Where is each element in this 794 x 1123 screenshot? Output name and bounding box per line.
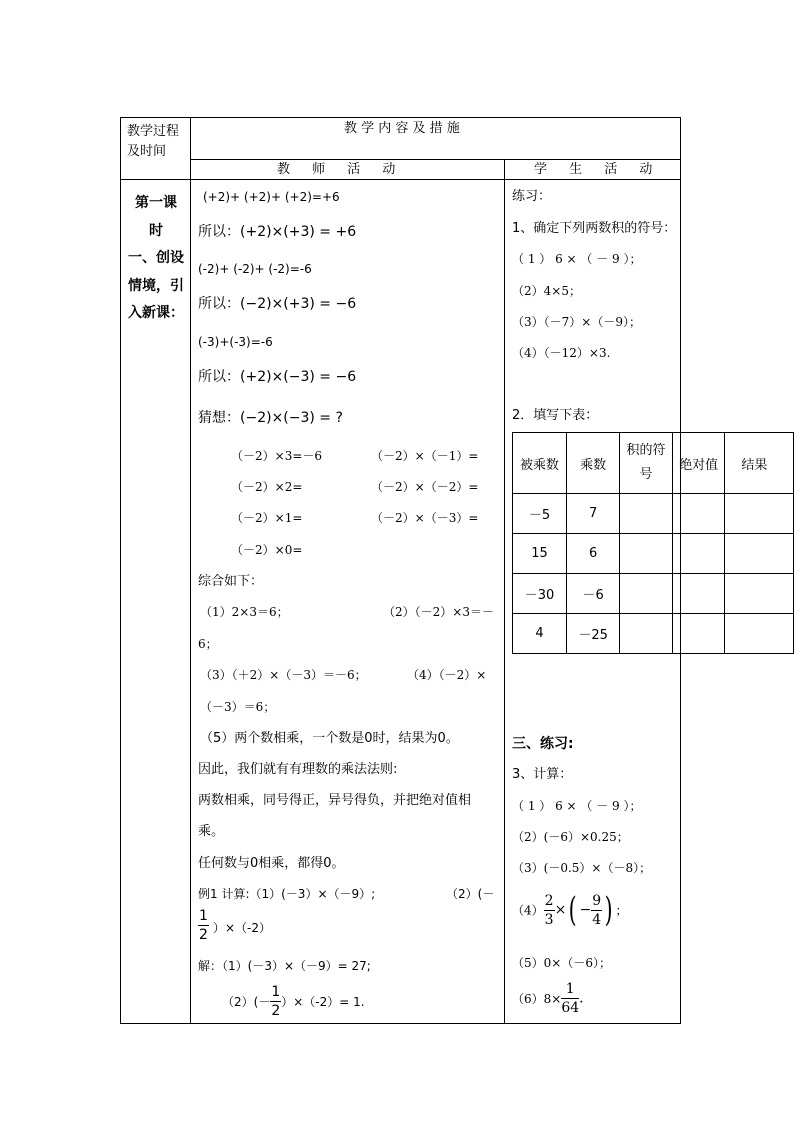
table-row (513, 494, 794, 534)
fill-table-cell: －5 (513, 494, 567, 534)
fill-table-cell-empty[interactable] (725, 534, 794, 574)
fill-table-cell: －30 (513, 574, 567, 614)
rule-2: 任何数与0相乘，都得0。 (198, 856, 345, 871)
summary-4-cont: （－3）＝6； (200, 700, 276, 714)
teacher-line-3: (-2)+ (-2)+ (-2)=-6 (198, 262, 312, 276)
rule-1: 两数相乘，同号得正，异号得负，并把绝对值相 (198, 793, 472, 808)
fill-table-cell-empty[interactable] (725, 494, 794, 534)
example-frac-den: 2 (199, 927, 208, 943)
example-1-part3: ）×（-2） (213, 921, 272, 935)
question-3e: （5）0×（－6）； (512, 956, 611, 970)
question-3b: （2）(－6）×0.25； (512, 830, 629, 844)
section-3-title: 三、练习: (512, 736, 574, 752)
header-process-line2: 及时间 (127, 144, 167, 159)
q3d-minus: − (579, 902, 592, 918)
summary-2: （2）（－2）×3＝－ (383, 605, 494, 619)
lesson-line-4: 情境，引 (128, 277, 184, 294)
fill-table-cell: －6 (567, 574, 620, 614)
fill-table-clip (512, 432, 794, 656)
lesson-line-3: 一、创设 (128, 250, 184, 266)
table-border-bottom (120, 1023, 681, 1024)
fill-table-header-sign (620, 433, 673, 494)
teacher-line-2: 所以：(+2)×(+3) = +6 (198, 224, 357, 240)
fill-table-cell-empty[interactable] (672, 534, 725, 574)
header-teacher: 教 师 活 动 (277, 162, 396, 177)
header-process-line1: 教学过程 (127, 124, 180, 139)
solution-2 (222, 985, 365, 1018)
question-3a: （ 1 ） 6 × （ － 9 ）； (512, 799, 642, 813)
question-3: 3、计算： (512, 767, 573, 782)
fill-table-header-sign-l2: 号 (639, 467, 653, 482)
question-1a: （ 1 ） 6 × （ － 9 ）； (512, 252, 642, 266)
fill-table-header-multiplier: 乘数 (567, 433, 620, 494)
question-3d-label: （4） (512, 903, 544, 918)
lesson-line-5: 入新课： (128, 305, 184, 321)
guess-grid-3a: （－2）×1= (231, 511, 303, 525)
question-1b: （2）4×5； (512, 284, 581, 298)
header-process-time (127, 122, 179, 162)
table-col-divider-student (504, 159, 505, 1024)
teacher-line-6: 所以：(+2)×(−3) = −6 (198, 369, 357, 385)
example-1-fraction (198, 909, 209, 942)
guess-grid-3b: （－2）×（－3）= (371, 511, 479, 525)
solution-frac-den: 2 (271, 1003, 281, 1019)
fill-table-cell: 15 (513, 534, 567, 574)
fill-table-cell-empty[interactable] (620, 614, 673, 654)
example-1-part2: （2）(－ (446, 887, 495, 901)
summary-2-cont: 6； (198, 637, 218, 651)
q3d-frac1-den: 3 (544, 911, 554, 928)
solution-1: 解：（1）(－3）×（－9）= 27; (198, 959, 371, 973)
right-paren-icon: ) (604, 890, 613, 930)
fill-table-cell-empty[interactable] (620, 494, 673, 534)
guess-grid-1b: （－2）×（－1）= (371, 449, 479, 463)
fill-table-cell-empty[interactable] (672, 494, 725, 534)
summary-4: （4）（－2）× (407, 668, 487, 682)
question-1d: （4）（－12）×3. (512, 346, 611, 360)
q3f-frac-num: 1 (561, 982, 579, 999)
summary-title: 综合如下： (198, 574, 264, 589)
question-3c: （3）(－0.5）×（－8）； (512, 861, 652, 875)
solution-2-a: （2）(－ (222, 995, 271, 1009)
teacher-line-1: (+2)+ (+2)+ (+2)=+6 (203, 190, 340, 204)
teacher-line-4: 所以：(−2)×(+3) = −6 (198, 296, 357, 312)
question-3f-end: . (579, 990, 584, 1007)
guess-grid-2b: （－2）×（－2）= (371, 480, 479, 494)
header-content: 教 学 内 容 及 措 施 (344, 121, 460, 136)
table-row (513, 574, 794, 614)
q3d-end: ； (615, 903, 628, 918)
fill-table-header-result: 结果 (725, 433, 794, 494)
q3d-times: × (554, 902, 567, 918)
guess-grid-1a: （－2）×3=－6 (231, 449, 323, 463)
q3d-frac2-num: 9 (592, 892, 602, 909)
teacher-line-5: (-3)+(-3)=-6 (198, 335, 273, 349)
guess-grid-2a: （－2）×2= (231, 480, 303, 494)
q3d-frac1-num: 2 (544, 892, 554, 909)
fill-table-cell: －25 (567, 614, 620, 654)
fill-table (512, 432, 794, 654)
fill-table-header-multiplicand: 被乘数 (513, 433, 567, 494)
lesson-line-1: 第一课 (135, 195, 177, 211)
question-2: 2．填写下表： (512, 408, 599, 423)
fill-table-header-sign-l1: 积的符 (626, 443, 666, 458)
table-row (513, 614, 794, 654)
table-col-divider (190, 117, 191, 1024)
fill-table-cell-empty[interactable] (672, 614, 725, 654)
rule-1-cont: 乘。 (198, 824, 225, 839)
question-3f (512, 982, 584, 1015)
example-frac-num: 1 (199, 908, 208, 924)
fill-table-cell-empty[interactable] (620, 534, 673, 574)
guess-grid-4a: （－2）×0= (231, 543, 303, 557)
fill-table-cell-empty[interactable] (620, 574, 673, 614)
fill-table-cell: 6 (567, 534, 620, 574)
fill-table-cell: 4 (513, 614, 567, 654)
table-border-left (120, 117, 121, 1024)
q3d-frac2-den: 4 (592, 911, 602, 928)
table-row-divider-1 (190, 159, 681, 160)
header-student: 学 生 活 动 (534, 162, 653, 177)
question-3f-a: （6）8× (512, 992, 562, 1006)
table-border-top (120, 117, 681, 118)
teacher-line-7: 猜想：(−2)×(−3) = ? (198, 410, 343, 426)
question-1c: （3）（－7）×（－9）； (512, 315, 641, 329)
solution-2-b: ）×（-2）= 1. (281, 995, 365, 1009)
solution-frac-num: 1 (271, 984, 281, 1000)
summary-5: （5）两个数相乘，一个数是0时，结果为0。 (200, 731, 459, 746)
example-1: 例1 计算:（1）(－3）×（－9）; (198, 887, 376, 901)
practice-title: 练习： (512, 189, 552, 204)
question-1: 1、确定下列两数积的符号： (512, 221, 677, 236)
lesson-label (124, 190, 188, 328)
fill-table-cell: 7 (567, 494, 620, 534)
fill-table-header-abs: 绝对值 (672, 433, 725, 494)
lesson-line-2: 时 (149, 222, 163, 239)
q3f-frac-den: 64 (561, 1000, 580, 1016)
table-row-divider-2 (120, 179, 681, 180)
fill-table-cell-empty[interactable] (725, 614, 794, 654)
question-3d (512, 890, 628, 930)
summary-1: （1）2×3＝6； (200, 605, 289, 619)
rule-intro: 因此，我们就有有理数的乘法法则: (198, 762, 398, 777)
left-paren-icon: ( (568, 890, 577, 930)
fill-table-cell-empty[interactable] (672, 574, 725, 614)
table-row (513, 534, 794, 574)
summary-3: （3）（＋2）×（－3）＝－6； (200, 668, 367, 682)
fill-table-cell-empty[interactable] (725, 574, 794, 614)
